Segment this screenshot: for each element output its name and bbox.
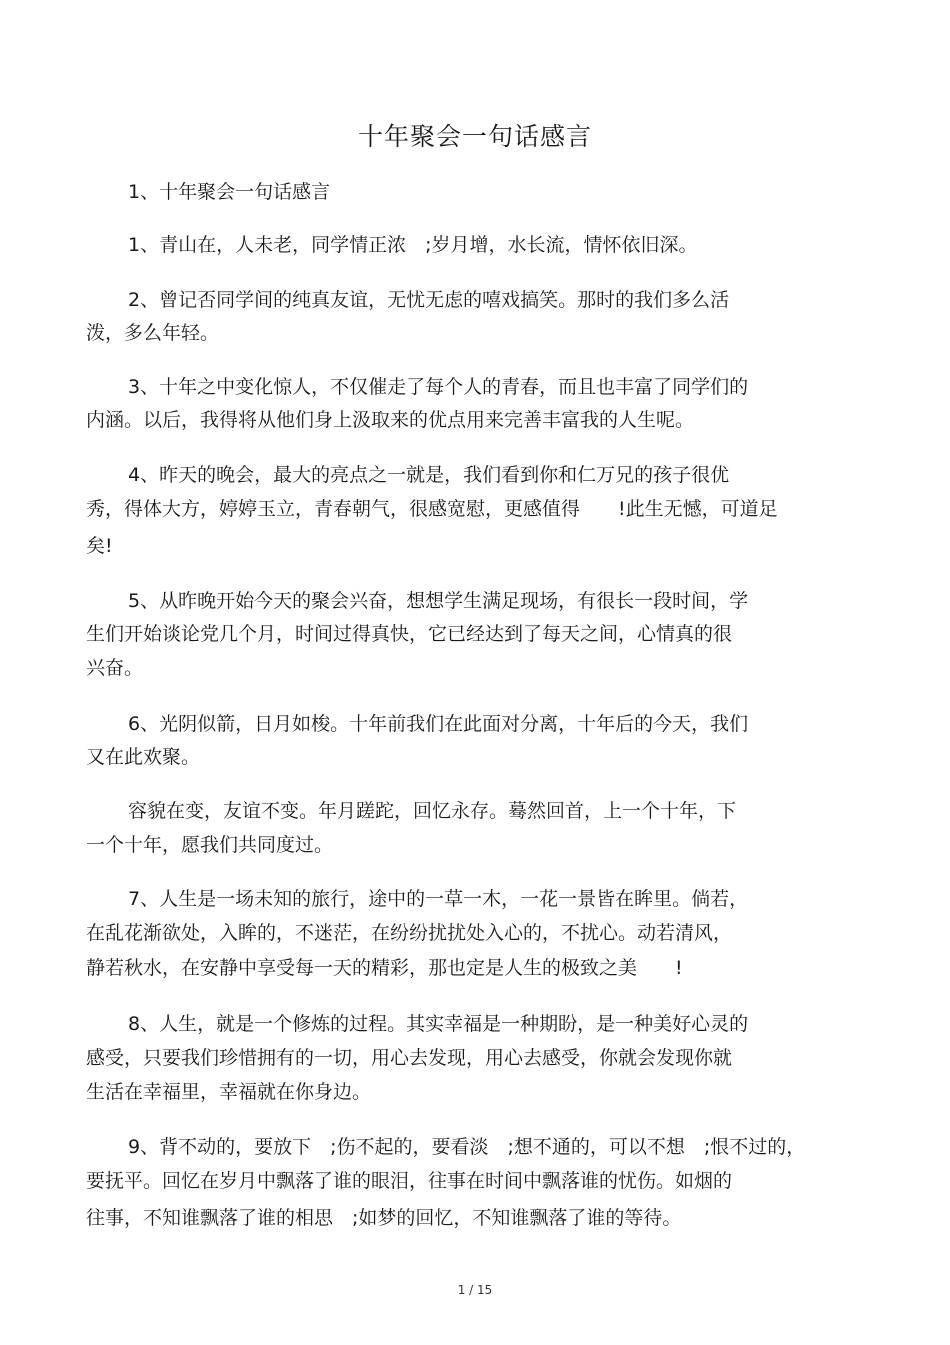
paragraph-line: 一个十年，愿我们共同度过。 [86, 834, 334, 856]
paragraph-line: 矣! [86, 535, 113, 557]
paragraph-line: 生们开始谈论党几个月，时间过得真快，它已经达到了每天之间，心情真的很 [86, 623, 733, 645]
paragraph-line: 在乱花渐欲处，入眸的，不迷茫，在纷纷扰扰处入心的，不扰心。动若清风， [86, 922, 733, 944]
paragraph-line: 5、从昨晚开始今天的聚会兴奋，想想学生满足现场，有很长一段时间，学 [128, 590, 749, 612]
paragraph-line: 3、十年之中变化惊人，不仅催走了每个人的青春，而且也丰富了同学们的 [128, 376, 749, 398]
paragraph-line: 1、青山在，人未老，同学情正浓 ;岁月增，水长流，情怀依旧深。 [128, 234, 698, 256]
paragraph-line: 2、曾记否同学间的纯真友谊，无忧无虑的嘻戏搞笑。那时的我们多么活 [128, 289, 730, 311]
paragraph-line: 要抚平。回忆在岁月中飘落了谁的眼泪，往事在时间中飘落谁的忧伤。如烟的 [86, 1170, 733, 1192]
subheading: 1、十年聚会一句话感言 [128, 181, 331, 203]
paragraph-line: 秀，得体大方，婷婷玉立，青春朝气，很感宽慰，更感值得 !此生无憾，可道足 [86, 498, 778, 520]
paragraph-line: 感受，只要我们珍惜拥有的一切，用心去发现，用心去感受，你就会发现你就 [86, 1047, 733, 1069]
paragraph-line: 7、人生是一场未知的旅行，途中的一草一木，一花一景皆在眸里。倘若， [128, 888, 749, 910]
paragraph-line: 内涵。以后，我得将从他们身上汲取来的优点用来完善丰富我的人生呢。 [86, 409, 695, 431]
paragraph-line: 容貌在变，友谊不变。年月蹉跎，回忆永存。蓦然回首，上一个十年，下 [128, 800, 737, 822]
page-title: 十年聚会一句话感言 [357, 122, 592, 151]
paragraph-line: 生活在幸福里，幸福就在你身边。 [86, 1081, 372, 1103]
paragraph-line: 往事，不知谁飘落了谁的相思 ;如梦的回忆，不知谁飘落了谁的等待。 [86, 1207, 682, 1229]
paragraph-line: 泼，多么年轻。 [86, 322, 220, 344]
paragraph-line: 静若秋水，在安静中享受每一天的精彩，那也定是人生的极致之美 ! [86, 957, 683, 979]
paragraph-line: 又在此欢聚。 [86, 746, 201, 768]
paragraph-line: 9、背不动的，要放下 ;伤不起的，要看淡 ;想不通的，可以不想 ;恨不过的， [128, 1136, 806, 1158]
paragraph-line: 6、光阴似箭，日月如梭。十年前我们在此面对分离，十年后的今天，我们 [128, 713, 749, 735]
paragraph-line: 8、人生，就是一个修炼的过程。其实幸福是一种期盼，是一种美好心灵的 [128, 1013, 749, 1035]
paragraph-line: 4、昨天的晚会，最大的亮点之一就是，我们看到你和仁万兄的孩子很优 [128, 464, 730, 486]
paragraph-line: 兴奋。 [86, 657, 144, 679]
page-indicator: 1 / 15 [457, 1283, 493, 1297]
